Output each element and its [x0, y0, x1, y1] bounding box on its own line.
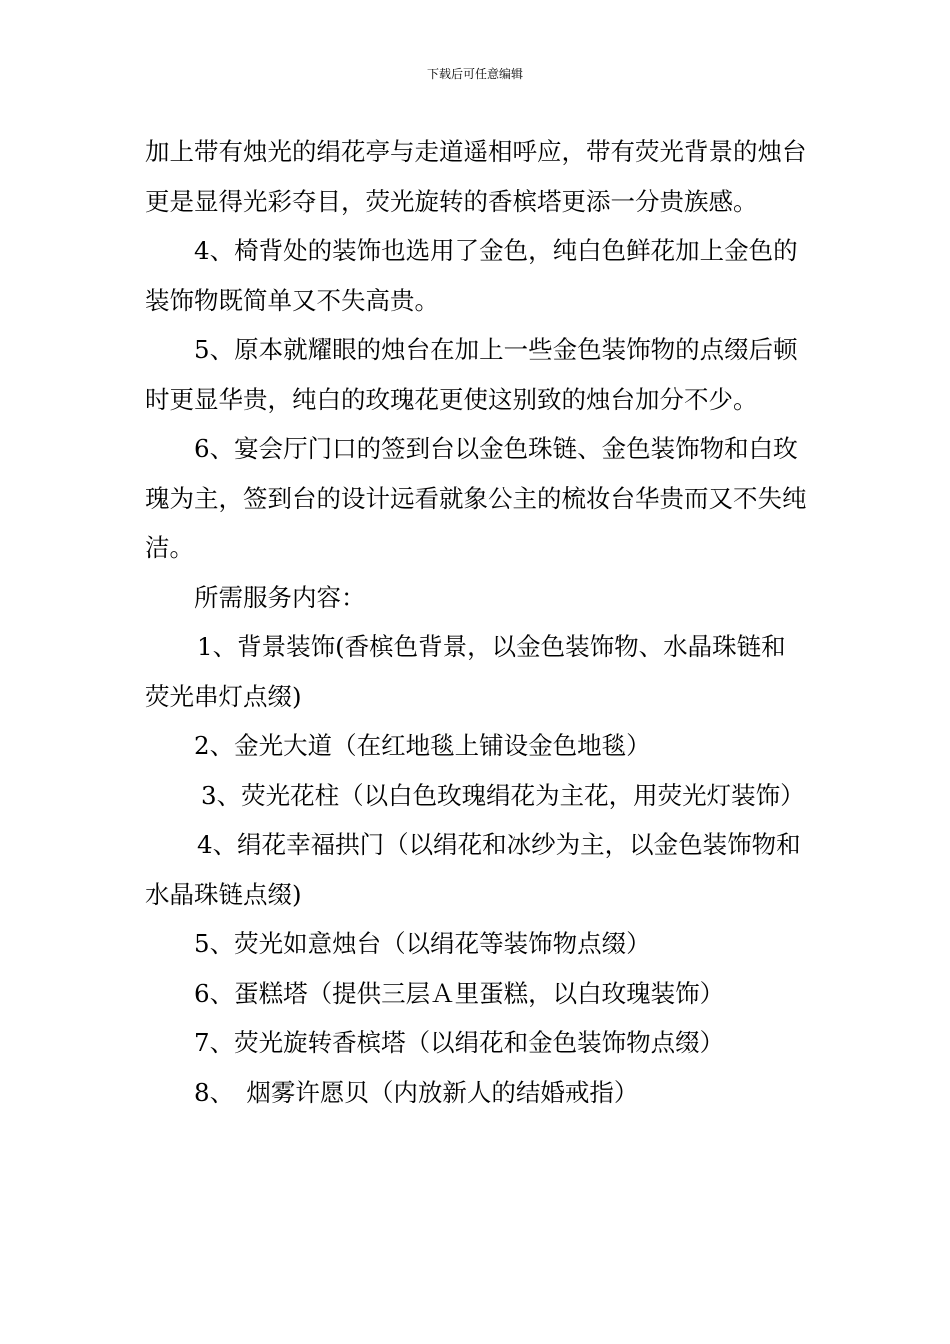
paragraph-item-6: 6、宴会厅门口的签到台以金色珠链、金色装饰物和白玫瑰为主，签到台的设计远看就象公主的梳妆台华贵而又不失纯洁。	[145, 434, 807, 562]
service-item-6: 6、蛋糕塔（提供三层Ａ里蛋糕，以白玫瑰装饰）	[194, 978, 725, 1008]
service-item-1: 1、背景装饰(香槟色背景，以金色装饰物、水晶珠链和荧光串灯点缀)	[145, 632, 786, 711]
services-heading: 所需服务内容：	[194, 582, 366, 612]
service-item-7: 7、荧光旋转香槟塔（以绢花和金色装饰物点缀）	[194, 1028, 725, 1057]
paragraph-item-4: 4、椅背处的装饰也选用了金色，纯白色鲜花加上金色的装饰物既简单又不失高贵。	[145, 236, 798, 315]
service-item-5: 5、荧光如意烛台（以绢花等装饰物点缀）	[194, 929, 651, 958]
paragraph-continued: 加上带有烛光的绢花亭与走道遥相呼应，带有荧光背景的烛台更是显得光彩夺目，荧光旋转的香槟塔更添一分贵族感。	[145, 137, 807, 216]
service-item-8: 8、 烟雾许愿贝（内放新人的结婚戒指）	[194, 1077, 639, 1107]
service-item-2: 2、金光大道（在红地毯上铺设金色地毯）	[194, 731, 651, 760]
page-header: 下载后可任意编辑	[426, 67, 523, 81]
paragraph-item-5: 5、原本就耀眼的烛台在加上一些金色装饰物的点缀后顿时更显华贵，纯白的玫瑰花更使这别致的烛台加分不少。	[145, 335, 798, 414]
document-body	[145, 127, 810, 1117]
service-item-4: 4、绢花幸福拱门（以绢花和冰纱为主，以金色装饰物和水晶珠链点缀)	[145, 830, 801, 909]
service-item-3: 3、荧光花柱（以白色玫瑰绢花为主花，用荧光灯装饰）	[201, 780, 805, 810]
